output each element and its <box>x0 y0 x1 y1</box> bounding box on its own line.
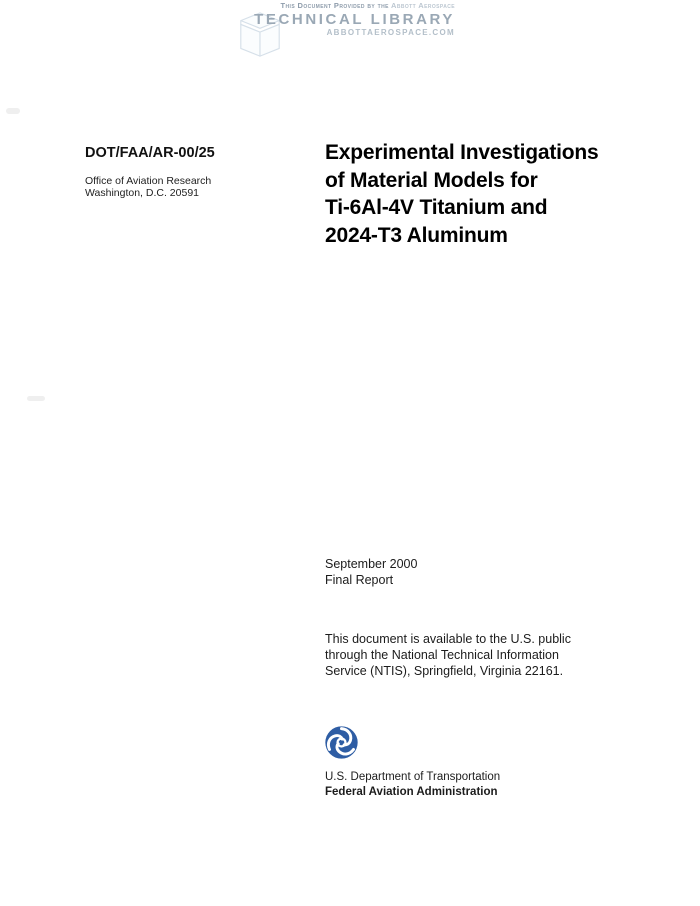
report-type: Final Report <box>325 573 394 587</box>
report-title-line: Ti-6Al-4V Titanium and <box>325 196 548 219</box>
report-date: September 2000 <box>325 557 418 571</box>
office-name: Office of Aviation Research <box>85 175 212 187</box>
watermark-provided-line <box>235 2 455 10</box>
library-watermark <box>235 2 455 37</box>
publisher-block <box>325 770 500 799</box>
watermark-site-url: ABBOTTAEROSPACE.COM <box>326 27 455 37</box>
us-dot-triskelion-logo-icon <box>325 726 358 759</box>
publisher-agency: Federal Aviation Administration <box>325 785 498 798</box>
availability-line: This document is available to the U.S. public <box>325 632 571 646</box>
report-title <box>325 139 675 249</box>
availability-notice <box>325 631 571 679</box>
report-number: DOT/FAA/AR-00/25 <box>85 145 215 161</box>
report-title-line: Experimental Investigations <box>325 141 599 164</box>
issuing-office <box>85 175 211 200</box>
watermark-library-title: TECHNICAL LIBRARY <box>254 10 455 28</box>
scan-artifact <box>6 108 20 114</box>
availability-line: through the National Technical Information <box>325 648 559 662</box>
office-address: Washington, D.C. 20591 <box>85 187 200 200</box>
scan-artifact <box>27 396 45 401</box>
availability-line: Service (NTIS), Springfield, Virginia 22161. <box>325 664 564 678</box>
publisher-department: U.S. Department of Transportation <box>325 771 501 783</box>
watermark-provided-org: Abbott Aerospace <box>391 1 455 10</box>
report-title-line: of Material Models for <box>325 168 538 192</box>
report-title-line: 2024-T3 Aluminum <box>325 223 508 247</box>
report-date-block <box>325 556 417 588</box>
watermark-provided-prefix: This Document Provided by the <box>280 1 389 10</box>
